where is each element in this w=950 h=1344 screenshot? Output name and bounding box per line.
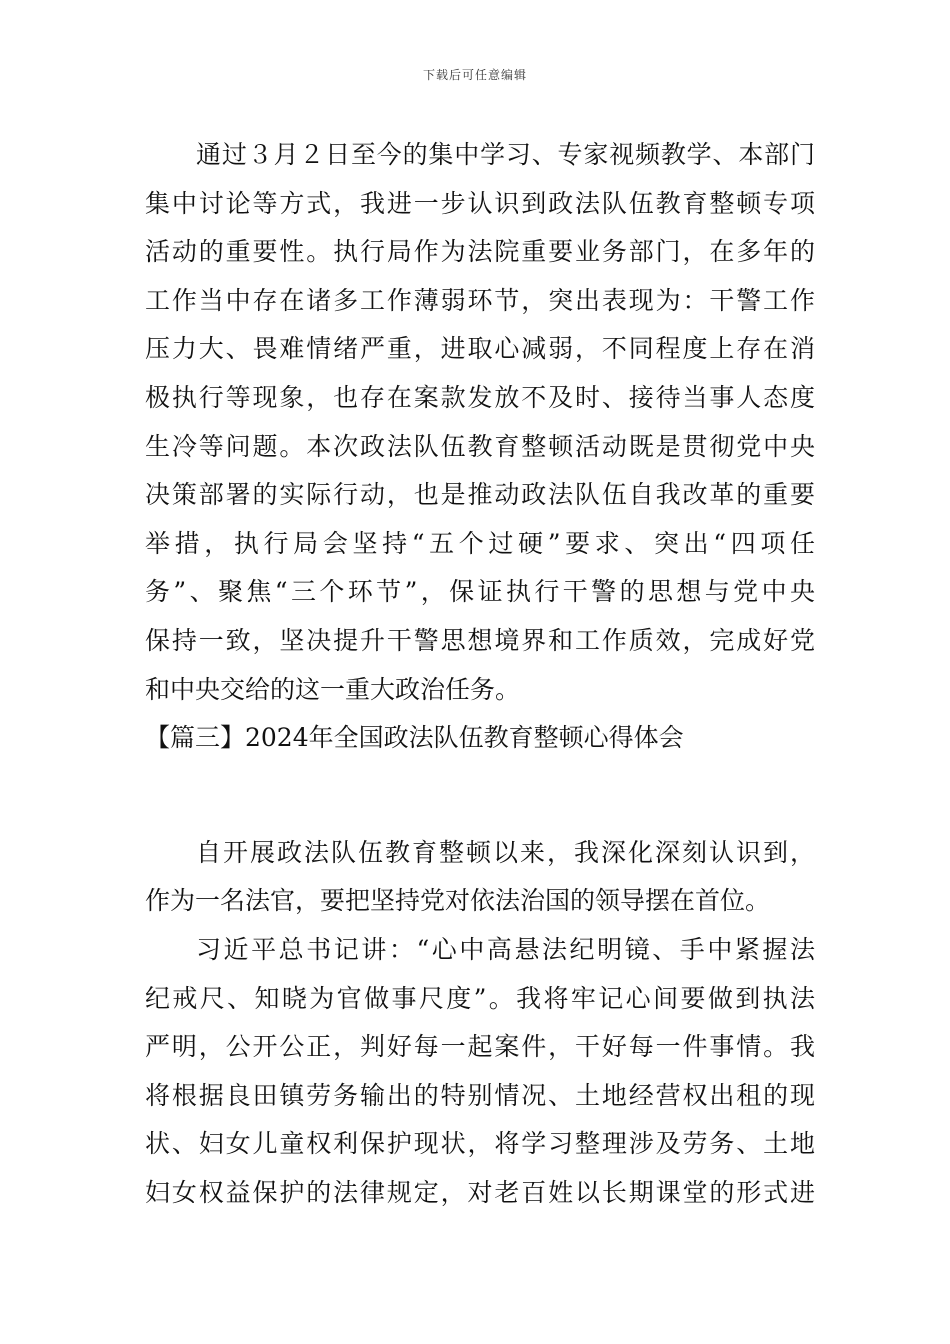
paragraph-line: 保持一致，坚决提升干警思想境界和工作质效，完成好党	[145, 625, 815, 655]
document-body	[145, 131, 815, 1217]
paragraph-line: 极执行等现象，也存在案款发放不及时、接待当事人态度	[145, 382, 815, 412]
section-spacer	[145, 763, 815, 829]
paragraph-line: 工作当中存在诸多工作薄弱环节，突出表现为：干警工作	[145, 285, 815, 315]
paragraph-line: 妇女权益保护的法律规定，对老百姓以长期课堂的形式进	[145, 1177, 815, 1207]
paragraph-line: 务”、聚焦“三个环节”，保证执行干警的思想与党中央	[145, 577, 815, 607]
paragraph-line: 举措，执行局会坚持“五个过硬”要求、突出“四项任	[145, 528, 815, 558]
paragraph-line: 集中讨论等方式，我进一步认识到政法队伍教育整顿专项	[145, 188, 815, 218]
paragraph-line: 通过３月２日至今的集中学习、专家视频教学、本部门	[196, 140, 815, 169]
paragraph-line: 生冷等问题。本次政法队伍教育整顿活动既是贯彻党中央	[145, 431, 815, 461]
section-title: 【篇三】2024年全国政法队伍教育整顿心得体会	[145, 723, 684, 753]
paragraph-line: 纪戒尺、知晓为官做事尺度”。我将牢记心间要做到执法	[145, 983, 815, 1013]
section3-paragraph-2	[145, 926, 815, 1218]
paragraph-line: 习近平总书记讲：“心中高悬法纪明镜、手中紧握法	[196, 934, 815, 964]
section3-paragraph-1	[145, 829, 815, 926]
paragraph-line: 压力大、畏难情绪严重，进取心减弱，不同程度上存在消	[145, 334, 815, 364]
paragraph-line: 严明，公开公正，判好每一起案件，干好每一件事情。我	[145, 1032, 815, 1062]
paragraph-line: 和中央交给的这一重大政治任务。	[145, 674, 521, 704]
paragraph-line: 作为一名法官，要把坚持党对依法治国的领导摆在首位。	[145, 886, 771, 916]
paragraph-line: 自开展政法队伍教育整顿以来，我深化深刻认识到，	[196, 837, 815, 867]
paragraph-line: 决策部署的实际行动，也是推动政法队伍自我改革的重要	[145, 480, 815, 510]
page-header-note: 下载后可任意编辑	[422, 68, 527, 82]
paragraph-line: 将根据良田镇劳务输出的特别情况、土地经营权出租的现	[145, 1080, 815, 1110]
paragraph-line: 活动的重要性。执行局作为法院重要业务部门，在多年的	[145, 237, 815, 267]
section2-paragraph	[145, 131, 815, 714]
paragraph-line: 状、妇女儿童权利保护现状，将学习整理涉及劳务、土地	[145, 1129, 815, 1159]
